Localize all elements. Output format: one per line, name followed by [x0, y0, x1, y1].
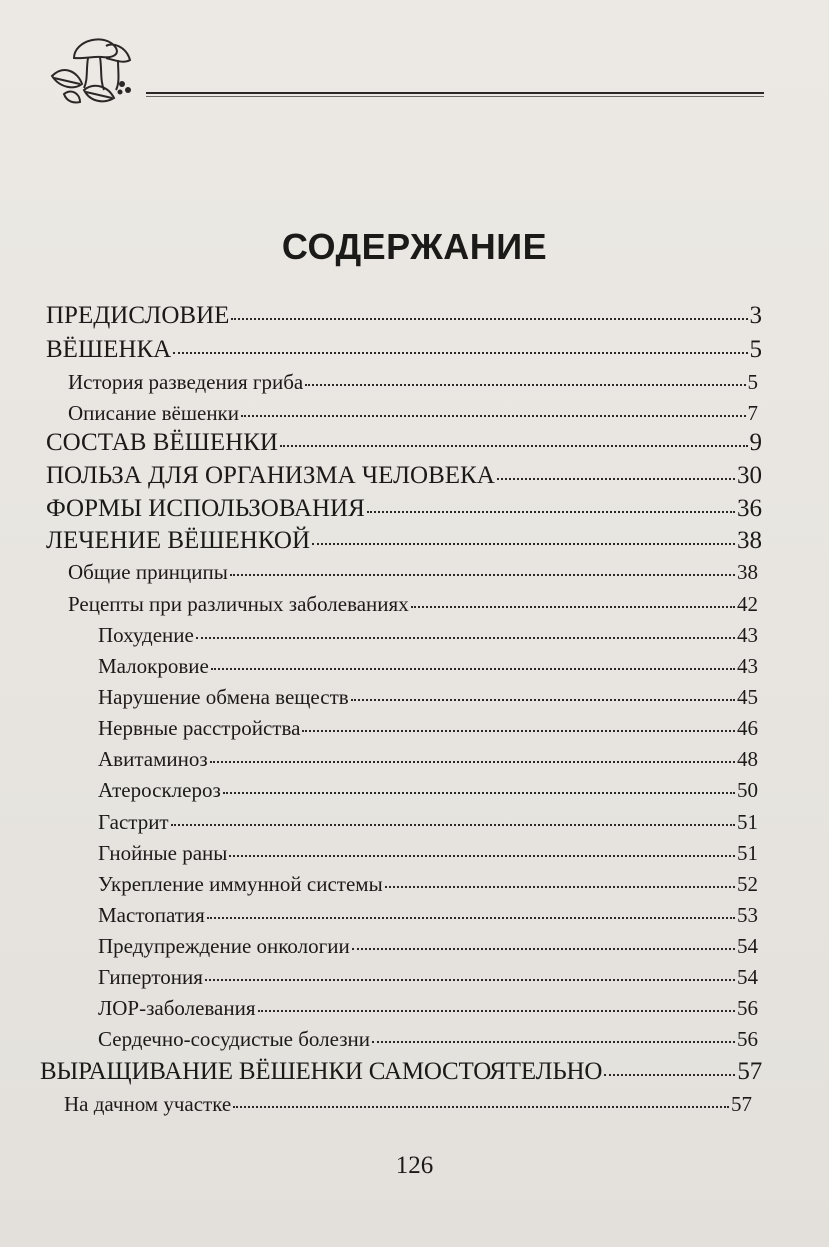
- dot-leader: [604, 1057, 735, 1076]
- dot-leader: [367, 494, 735, 513]
- toc-entry[interactable]: [98, 996, 758, 1021]
- dot-leader: [210, 747, 735, 763]
- toc-entry-page: 36: [737, 495, 762, 522]
- toc-entry-page: 57: [737, 1058, 762, 1085]
- toc-entry-label: Мастопатия: [98, 903, 205, 927]
- toc-entry[interactable]: [40, 1057, 762, 1086]
- toc-entry-page: 30: [737, 462, 762, 489]
- toc-entry[interactable]: [98, 685, 758, 710]
- toc-entry[interactable]: [98, 1027, 758, 1052]
- toc-entry-label: Атеросклероз: [98, 778, 221, 802]
- toc-entry-page: 52: [737, 872, 758, 896]
- toc-entry-label: Гнойные раны: [98, 841, 228, 865]
- toc-entry-label: Нарушение обмена веществ: [98, 685, 349, 709]
- toc-entry-page: 51: [737, 841, 758, 865]
- toc-entry-page: 42: [737, 592, 758, 616]
- toc-entry-page: 51: [737, 810, 758, 834]
- dot-leader: [229, 841, 735, 857]
- dot-leader: [223, 778, 735, 794]
- toc-entry-page: 5: [749, 336, 762, 363]
- toc-entry-label: Общие принципы: [68, 560, 228, 584]
- toc-entry-page: 38: [737, 527, 762, 554]
- page-number: 126: [395, 1152, 434, 1179]
- toc-entry-label: ФОРМЫ ИСПОЛЬЗОВАНИЯ: [46, 495, 365, 522]
- toc-entry-label: Рецепты при различных заболеваниях: [68, 592, 409, 616]
- toc-entry[interactable]: [68, 370, 758, 395]
- toc-entry[interactable]: [98, 810, 758, 835]
- toc-entry[interactable]: [98, 747, 758, 772]
- toc-entry[interactable]: [98, 903, 758, 928]
- dot-leader: [241, 401, 746, 417]
- toc-entry-page: 46: [737, 716, 758, 740]
- toc-entry-label: Гастрит: [98, 810, 169, 834]
- dot-leader: [207, 903, 735, 919]
- dot-leader: [233, 1092, 729, 1108]
- toc-entry[interactable]: [98, 623, 758, 648]
- toc-entry-label: ПРЕДИСЛОВИЕ: [46, 302, 230, 329]
- toc-entry-page: 50: [737, 778, 758, 802]
- toc-entry-label: Сердечно-сосудистые болезни: [98, 1027, 370, 1051]
- toc-entry-page: 45: [737, 685, 758, 709]
- toc-entry-page: 57: [731, 1092, 752, 1116]
- toc-entry[interactable]: [46, 301, 762, 330]
- dot-leader: [205, 965, 735, 981]
- toc-entry[interactable]: [98, 654, 758, 679]
- toc-entry-page: 7: [747, 401, 758, 425]
- dot-leader: [497, 461, 735, 480]
- toc-entry-label: СОСТАВ ВЁШЕНКИ: [46, 429, 278, 456]
- dot-leader: [280, 428, 748, 447]
- toc-entry[interactable]: [98, 841, 758, 866]
- toc-entry-page: 54: [737, 965, 758, 989]
- toc-entry-label: ЛОР-заболевания: [98, 996, 256, 1020]
- toc-entry-page: 56: [737, 1027, 758, 1051]
- toc-entry-page: 38: [737, 560, 758, 584]
- dot-leader: [352, 934, 735, 950]
- toc-entry-page: 54: [737, 934, 758, 958]
- dot-leader: [351, 685, 735, 701]
- dot-leader: [305, 370, 745, 386]
- dot-leader: [385, 872, 735, 888]
- toc-entry[interactable]: [46, 335, 762, 364]
- dot-leader: [302, 716, 735, 732]
- toc-entry-page: 9: [749, 429, 762, 456]
- toc-entry-label: Нервные расстройства: [98, 716, 301, 740]
- toc-entry-page: 48: [737, 747, 758, 771]
- toc-entry[interactable]: [98, 965, 758, 990]
- toc-entry-label: Авитаминоз: [98, 747, 208, 771]
- toc-entry[interactable]: [68, 592, 758, 617]
- toc-entry-page: 56: [737, 996, 758, 1020]
- toc-entry-page: 43: [737, 654, 758, 678]
- toc-entry[interactable]: [46, 494, 762, 523]
- toc-entry[interactable]: [98, 716, 758, 741]
- toc-entry-label: Похудение: [98, 623, 194, 647]
- toc-entry-label: Укрепление иммунной системы: [98, 872, 383, 896]
- dot-leader: [231, 301, 747, 320]
- dot-leader: [171, 810, 735, 826]
- toc-entry[interactable]: [46, 526, 762, 555]
- toc-entry-page: 5: [747, 370, 758, 394]
- dot-leader: [372, 1027, 735, 1043]
- toc-entry-label: Малокровие: [98, 654, 209, 678]
- dot-leader: [411, 592, 735, 608]
- toc-entry[interactable]: [98, 778, 758, 803]
- toc-entry-label: История разведения гриба: [68, 370, 304, 394]
- toc-entry[interactable]: [46, 428, 762, 457]
- page-title: СОДЕРЖАНИЕ: [281, 226, 548, 267]
- toc-entry-label: Описание вёшенки: [68, 401, 239, 425]
- dot-leader: [211, 654, 735, 670]
- dot-leader: [173, 335, 747, 354]
- dot-leader: [312, 526, 735, 545]
- dot-leader: [196, 623, 735, 639]
- toc-entry[interactable]: [68, 560, 758, 585]
- toc-entry-page: 3: [749, 302, 762, 329]
- toc-entry-page: 53: [737, 903, 758, 927]
- toc-entry-page: 43: [737, 623, 758, 647]
- toc-entry-label: ЛЕЧЕНИЕ ВЁШЕНКОЙ: [46, 527, 311, 554]
- dot-leader: [230, 560, 735, 576]
- toc-entry-label: ВЁШЕНКА: [46, 336, 172, 363]
- toc-entry[interactable]: [64, 1092, 752, 1117]
- dot-leader: [258, 996, 736, 1012]
- toc-entry-label: Предупреждение онкологии: [98, 934, 350, 958]
- toc-entry[interactable]: [46, 461, 762, 490]
- toc-entry-label: ПОЛЬЗА ДЛЯ ОРГАНИЗМА ЧЕЛОВЕКА: [46, 462, 495, 489]
- toc-entry-label: ВЫРАЩИВАНИЕ ВЁШЕНКИ САМОСТОЯТЕЛЬНО: [40, 1058, 603, 1085]
- toc-entry[interactable]: [68, 401, 758, 426]
- toc-entry[interactable]: [98, 872, 758, 897]
- toc-entry-label: Гипертония: [98, 965, 203, 989]
- toc-entry[interactable]: [98, 934, 758, 959]
- toc-entry-label: На дачном участке: [64, 1092, 232, 1116]
